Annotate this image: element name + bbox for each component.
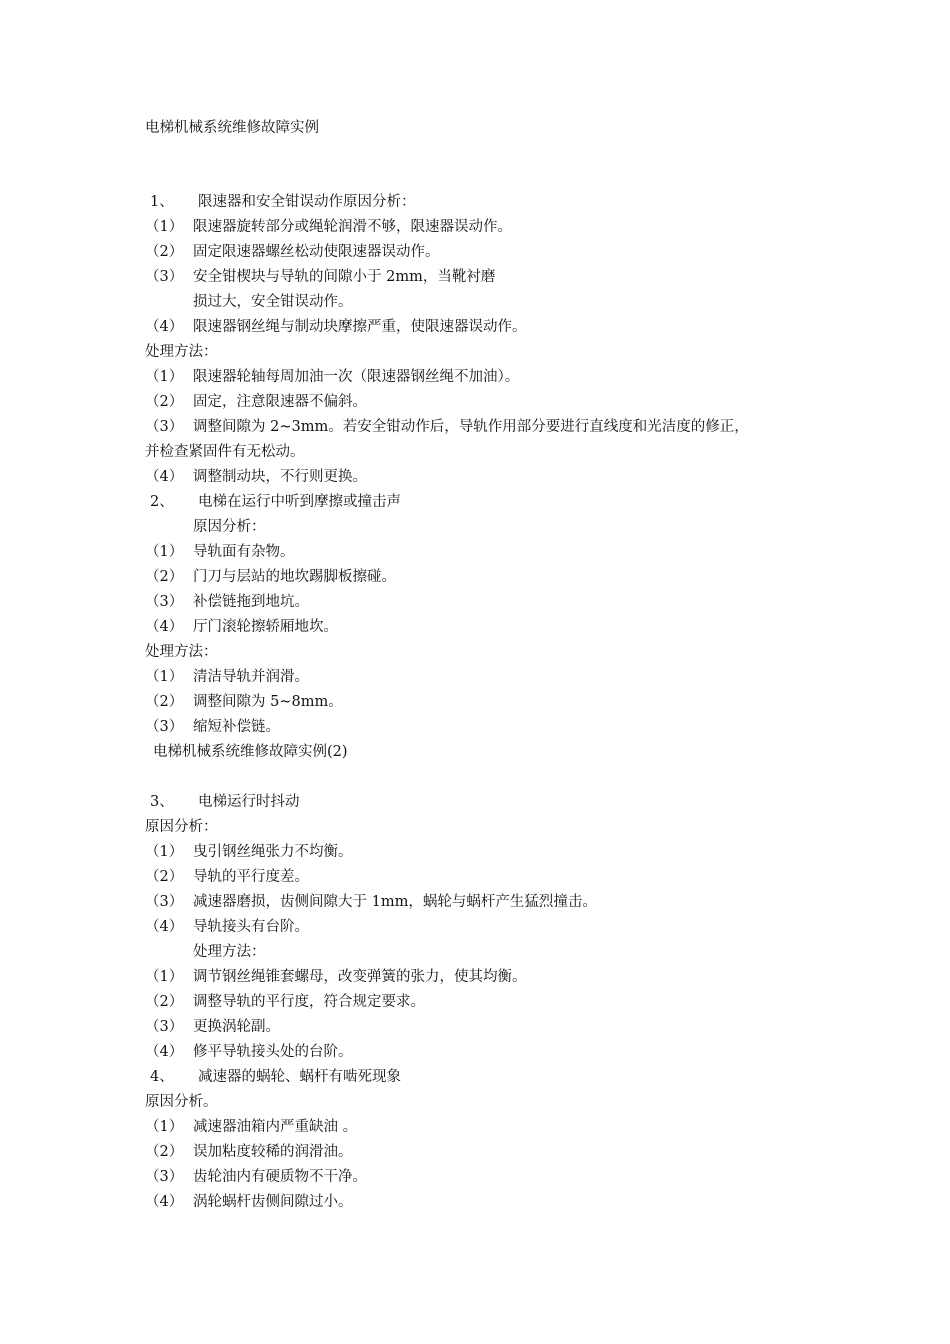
item-number: （1） <box>145 969 184 985</box>
list-item <box>145 242 440 262</box>
item-text: 缩短补偿链。 <box>193 719 280 735</box>
item-text: 减速器磨损，齿侧间隙大于 1mm，蜗轮与蜗杆产生猛烈撞击。 <box>193 894 597 910</box>
list-item <box>145 367 519 387</box>
item-number: （2） <box>145 869 184 885</box>
section-heading <box>150 192 416 212</box>
item-number: （3） <box>145 894 184 910</box>
item-text: 电梯在运行中听到摩擦或撞击声 <box>198 494 401 510</box>
item-text: 限速器和安全钳误动作原因分析： <box>198 194 416 210</box>
list-item-continuation <box>193 292 353 312</box>
item-text: 处理方法： <box>145 344 218 360</box>
item-text: 原因分析： <box>145 819 218 835</box>
item-number: （1） <box>145 1119 184 1135</box>
item-text: 限速器轮轴每周加油一次（限速器钢丝绳不加油）。 <box>193 369 520 385</box>
list-item <box>145 617 338 637</box>
item-number: （2） <box>145 394 184 410</box>
list-item <box>145 592 309 612</box>
list-item <box>145 1192 353 1212</box>
list-item <box>145 867 309 887</box>
item-text: 电梯运行时抖动 <box>198 794 300 810</box>
item-number: （1） <box>145 219 184 235</box>
item-number: （4） <box>145 1194 184 1210</box>
list-item <box>145 542 295 562</box>
list-item <box>145 717 280 737</box>
item-text: 导轨接头有台阶。 <box>193 919 309 935</box>
list-item <box>145 567 396 587</box>
item-text: 限速器钢丝绳与制动块摩擦严重，使限速器误动作。 <box>193 319 527 335</box>
item-text: 清洁导轨并润滑。 <box>193 669 309 685</box>
item-number: （2） <box>145 994 184 1010</box>
item-text: 厅门滚轮擦轿厢地坎。 <box>193 619 338 635</box>
document-title: 电梯机械系统维修故障实例 <box>145 120 319 136</box>
subheading <box>145 1092 218 1112</box>
item-number: （3） <box>145 419 184 435</box>
item-text: 处理方法： <box>145 644 218 660</box>
item-text: 减速器的蜗轮、蜗杆有啮死现象 <box>198 1069 401 1085</box>
item-number: （1） <box>145 544 184 560</box>
item-number: （3） <box>145 1019 184 1035</box>
item-text: 导轨的平行度差。 <box>193 869 309 885</box>
list-item <box>145 317 527 337</box>
item-text: 调整间隙为 5~8mm。 <box>193 694 343 710</box>
section-heading <box>150 792 300 812</box>
list-item <box>145 1042 353 1062</box>
list-item <box>145 467 367 487</box>
list-item <box>145 917 309 937</box>
list-item <box>145 692 343 712</box>
list-item <box>145 1167 367 1187</box>
subheading <box>193 942 266 962</box>
item-number: （3） <box>145 1169 184 1185</box>
item-text: 安全钳楔块与导轨的间隙小于 2mm，当靴衬磨 <box>193 269 496 285</box>
item-text: 调整制动块，不行则更换。 <box>193 469 367 485</box>
item-number: 1、 <box>150 194 174 210</box>
list-item <box>145 967 527 987</box>
item-number: （4） <box>145 469 184 485</box>
item-text: 更换涡轮副。 <box>193 1019 280 1035</box>
item-text: 原因分析。 <box>145 1094 218 1110</box>
subheading <box>193 517 266 537</box>
list-item <box>145 267 495 287</box>
item-text: 修平导轨接头处的台阶。 <box>193 1044 353 1060</box>
item-number: （4） <box>145 1044 184 1060</box>
item-number: 2、 <box>150 494 174 510</box>
section-heading <box>150 492 401 512</box>
item-text: 补偿链拖到地坑。 <box>193 594 309 610</box>
list-item-continuation <box>145 442 305 462</box>
list-item <box>145 1017 280 1037</box>
item-number: （3） <box>145 719 184 735</box>
item-number: （1） <box>145 669 184 685</box>
item-text: 限速器旋转部分或绳轮润滑不够，限速器误动作。 <box>193 219 512 235</box>
item-number: （4） <box>145 619 184 635</box>
item-number: （2） <box>145 244 184 260</box>
item-number: （1） <box>145 369 184 385</box>
item-text: 门刀与层站的地坎踢脚板擦碰。 <box>193 569 396 585</box>
item-number: （2） <box>145 694 184 710</box>
item-number: （4） <box>145 319 184 335</box>
subheading <box>145 642 218 662</box>
item-number: 3、 <box>150 794 174 810</box>
item-number: （2） <box>145 1144 184 1160</box>
section-heading <box>150 1067 401 1087</box>
item-text: 调节钢丝绳锥套螺母，改变弹簧的张力，使其均衡。 <box>193 969 527 985</box>
item-text: 处理方法： <box>193 944 266 960</box>
item-text: 导轨面有杂物。 <box>193 544 295 560</box>
item-text: 减速器油箱内严重缺油 。 <box>193 1119 358 1135</box>
list-item <box>145 842 353 862</box>
list-item <box>145 667 309 687</box>
list-item <box>145 992 425 1012</box>
item-number: （3） <box>145 269 184 285</box>
list-item <box>145 1117 357 1137</box>
item-text: 并检查紧固件有无松动。 <box>145 444 305 460</box>
item-text: 固定限速器螺丝松动使限速器误动作。 <box>193 244 440 260</box>
item-text: 原因分析： <box>193 519 266 535</box>
item-text: 误加粘度较稀的润滑油。 <box>193 1144 353 1160</box>
list-item <box>145 1142 353 1162</box>
item-text: 损过大，安全钳误动作。 <box>193 294 353 310</box>
item-text: 涡轮蜗杆齿侧间隙过小。 <box>193 1194 353 1210</box>
item-number: （1） <box>145 844 184 860</box>
item-text: 固定，注意限速器不偏斜。 <box>193 394 367 410</box>
item-number: （4） <box>145 919 184 935</box>
subheading <box>145 342 218 362</box>
item-number: （2） <box>145 569 184 585</box>
item-number: 4、 <box>150 1069 174 1085</box>
list-item <box>145 417 749 437</box>
list-item <box>145 217 512 237</box>
item-text: 电梯机械系统维修故障实例(2) <box>153 744 348 760</box>
item-text: 曳引钢丝绳张力不均衡。 <box>193 844 353 860</box>
item-text: 调整间隙为 2~3mm。若安全钳动作后，导轨作用部分要进行直线度和光洁度的修正， <box>193 419 749 435</box>
item-text: 调整导轨的平行度，符合规定要求。 <box>193 994 425 1010</box>
item-number: （3） <box>145 594 184 610</box>
list-item <box>145 892 597 912</box>
subheading <box>145 817 218 837</box>
list-item <box>145 392 367 412</box>
item-text: 齿轮油内有硬质物不干净。 <box>193 1169 367 1185</box>
part-title <box>153 742 348 762</box>
